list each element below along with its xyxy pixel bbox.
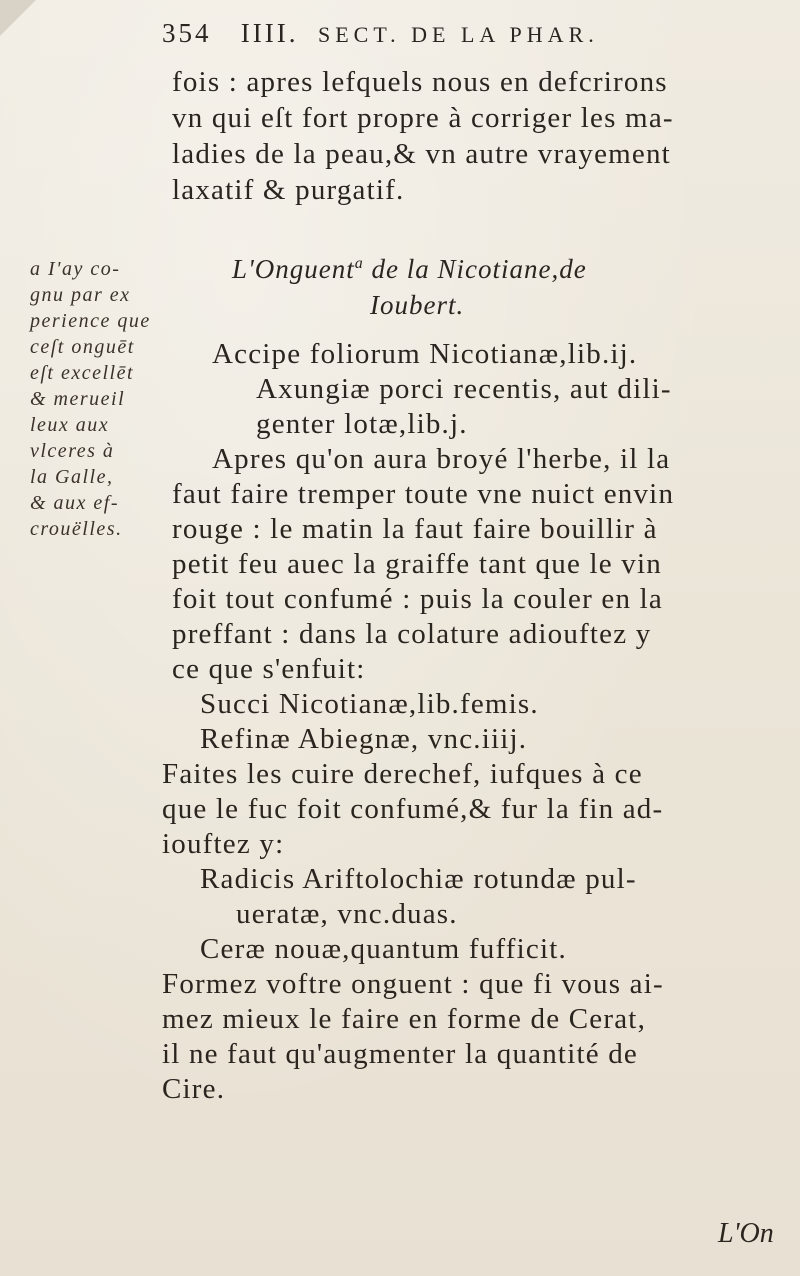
margin-note-line: & aux ef- — [30, 492, 120, 514]
text-line: il ne faut qu'augmenter la quantité de — [162, 1038, 638, 1070]
margin-note-line: a I'ay co- — [30, 258, 121, 280]
text-line: ce que s'enfuit: — [172, 653, 366, 685]
text-line: ladies de la peau,& vn autre vrayement — [172, 138, 671, 170]
page-corner — [0, 0, 36, 36]
margin-note-line: perience que — [30, 310, 151, 332]
page-number: 354 — [162, 18, 212, 48]
text-line: Accipe foliorum Nicotianæ,lib.ij. — [212, 338, 638, 370]
text-line: Succi Nicotianæ,lib.femis. — [200, 688, 539, 720]
margin-note-line: la Galle, — [30, 466, 114, 488]
text-line: Refinæ Abiegnæ, vnc.iiij. — [200, 723, 528, 755]
book-number: IIII. — [240, 18, 299, 48]
margin-note-line: leux aux — [30, 414, 110, 436]
margin-note — [30, 256, 180, 542]
text-line: Formez voftre onguent : que fi vous ai- — [162, 968, 664, 1000]
text-line: Axungiæ porci recentis, aut dili- — [256, 373, 672, 405]
text-line: genter lotæ,lib.j. — [256, 408, 468, 440]
text-line: foit tout confumé : puis la couler en la — [172, 583, 663, 615]
section-title: SECT. DE LA PHAR. — [317, 22, 599, 47]
text-line: fois : apres lefquels nous en defcrirons — [172, 66, 668, 98]
text-line: preffant : dans la colature adiouftez y — [172, 618, 652, 650]
text-line: Apres qu'on aura broyé l'herbe, il la — [212, 443, 671, 475]
note-marker: a — [354, 255, 364, 272]
margin-note-line: & merueil — [30, 388, 126, 410]
margin-note-line: crouëlles. — [30, 518, 123, 540]
text-line: Radicis Ariftolochiæ rotundæ pul- — [200, 863, 637, 895]
margin-note-line: gnu par ex — [30, 284, 131, 306]
recipe-title — [232, 254, 587, 285]
margin-note-line: vlceres à — [30, 440, 115, 462]
recipe-title-line2: Ioubert. — [370, 290, 465, 320]
margin-note-line: ceſt onguēt — [30, 336, 135, 358]
text-line: laxatif & purgatif. — [172, 174, 405, 206]
text-line: Cire. — [162, 1073, 226, 1105]
text-line: vn qui eſt fort propre à corriger les ma- — [172, 102, 674, 134]
text-line: ueratæ, vnc.duas. — [236, 898, 458, 930]
text-line: Ceræ nouæ,quantum fufficit. — [200, 933, 567, 965]
text-line: mez mieux le faire en forme de Cerat, — [162, 1003, 647, 1035]
text-line: Faites les cuire derechef, iufques à ce — [162, 758, 643, 790]
text-line: iouftez y: — [162, 828, 285, 860]
running-header — [162, 18, 599, 49]
recipe-title-main: L'Onguent — [232, 254, 355, 284]
text-line: rouge : le matin la faut faire bouillir à — [172, 513, 658, 545]
text-line: faut faire tremper toute vne nuict envin — [172, 478, 675, 510]
catchword: L'On — [718, 1218, 774, 1249]
text-line: que le fuc foit confumé,& fur la fin ad- — [162, 793, 664, 825]
text-line: petit feu auec la graiffe tant que le vin — [172, 548, 662, 580]
recipe-title-rest: de la Nicotiane,de — [363, 254, 587, 284]
margin-note-line: eſt excellēt — [30, 362, 135, 384]
